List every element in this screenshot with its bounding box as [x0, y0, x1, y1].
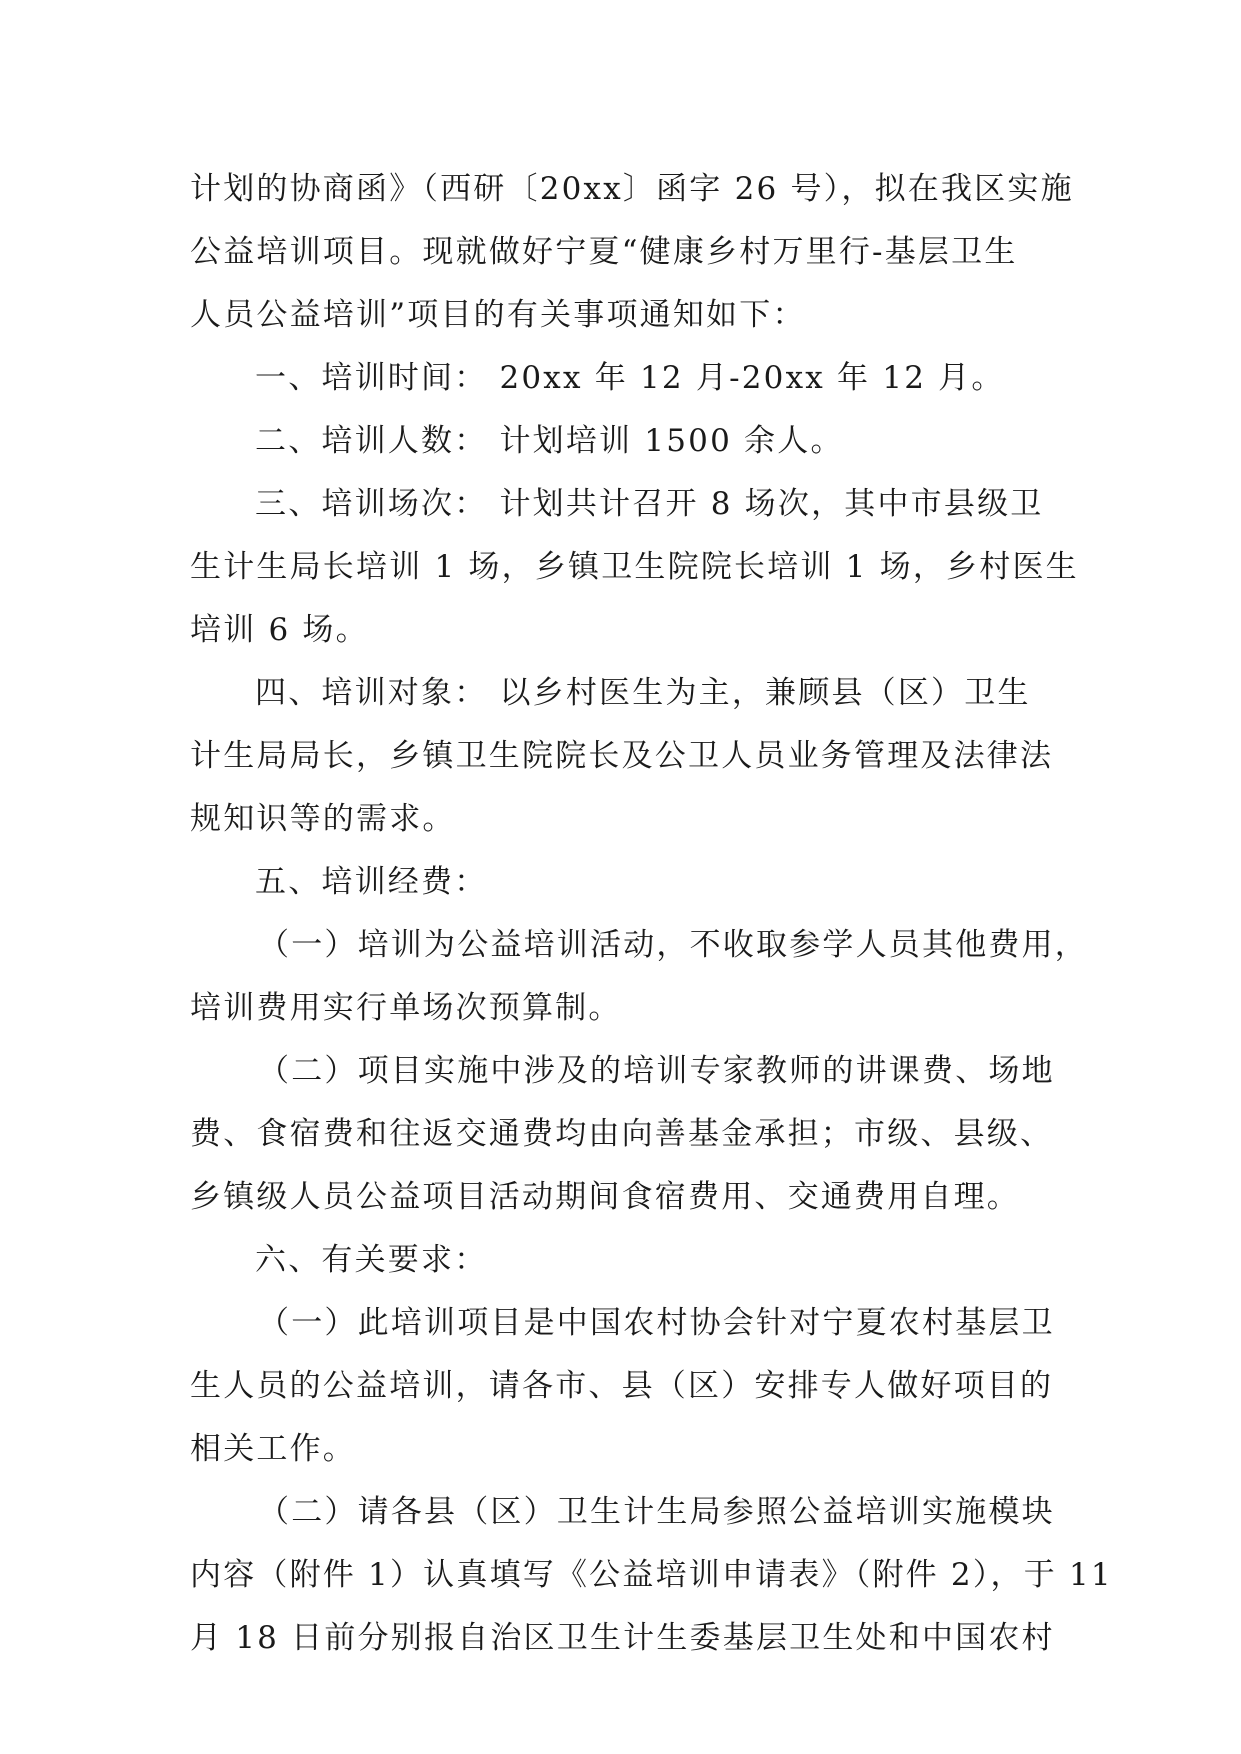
text-line: 生人员的公益培训，请各市、县（区）安排专人做好项目的	[190, 1368, 1054, 1404]
text-line: 计划的协商函》（西研〔20xx〕函字 26 号），拟在我区实施	[190, 171, 1074, 207]
section-heading-requirements: 六、有关要求：	[255, 1242, 488, 1278]
subsection-requirements-2: （二）请各县（区）卫生计生局参照公益培训实施模块	[258, 1494, 1055, 1530]
text-line: 相关工作。	[190, 1431, 356, 1467]
text-line: 公益培训项目。现就做好宁夏“健康乡村万里行-基层卫生	[190, 234, 1018, 270]
subsection-requirements-1: （一）此培训项目是中国农村协会针对宁夏农村基层卫	[258, 1305, 1055, 1341]
text-line: 人员公益培训”项目的有关事项通知如下：	[190, 297, 806, 333]
section-heading-audience: 四、培训对象： 以乡村医生为主，兼顾县（区）卫生	[255, 675, 1031, 711]
section-heading-funding: 五、培训经费：	[255, 864, 488, 900]
text-line: 内容（附件 1）认真填写《公益培训申请表》（附件 2），于 11	[190, 1557, 1113, 1593]
document-body	[190, 158, 1113, 1670]
section-heading-count: 二、培训人数： 计划培训 1500 余人。	[255, 423, 844, 459]
text-line: 培训 6 场。	[190, 612, 369, 648]
section-heading-time: 一、培训时间： 20xx 年 12 月-20xx 年 12 月。	[255, 360, 1005, 396]
text-line: 培训费用实行单场次预算制。	[190, 990, 622, 1026]
section-heading-sessions: 三、培训场次： 计划共计召开 8 场次，其中市县级卫	[255, 486, 1044, 522]
text-line: 月 18 日前分别报自治区卫生计生委基层卫生处和中国农村	[190, 1620, 1055, 1656]
text-line: 费、食宿费和往返交通费均由向善基金承担；市级、县级、	[190, 1116, 1054, 1152]
text-line: 乡镇级人员公益项目活动期间食宿费用、交通费用自理。	[190, 1179, 1020, 1215]
subsection-funding-2: （二）项目实施中涉及的培训专家教师的讲课费、场地	[258, 1053, 1055, 1089]
subsection-funding-1: （一）培训为公益培训活动，不收取参学人员其他费用，	[258, 927, 1088, 963]
text-line: 规知识等的需求。	[190, 801, 456, 837]
text-line: 生计生局长培训 1 场，乡镇卫生院院长培训 1 场，乡村医生	[190, 549, 1079, 585]
text-line: 计生局局长，乡镇卫生院院长及公卫人员业务管理及法律法	[190, 738, 1054, 774]
